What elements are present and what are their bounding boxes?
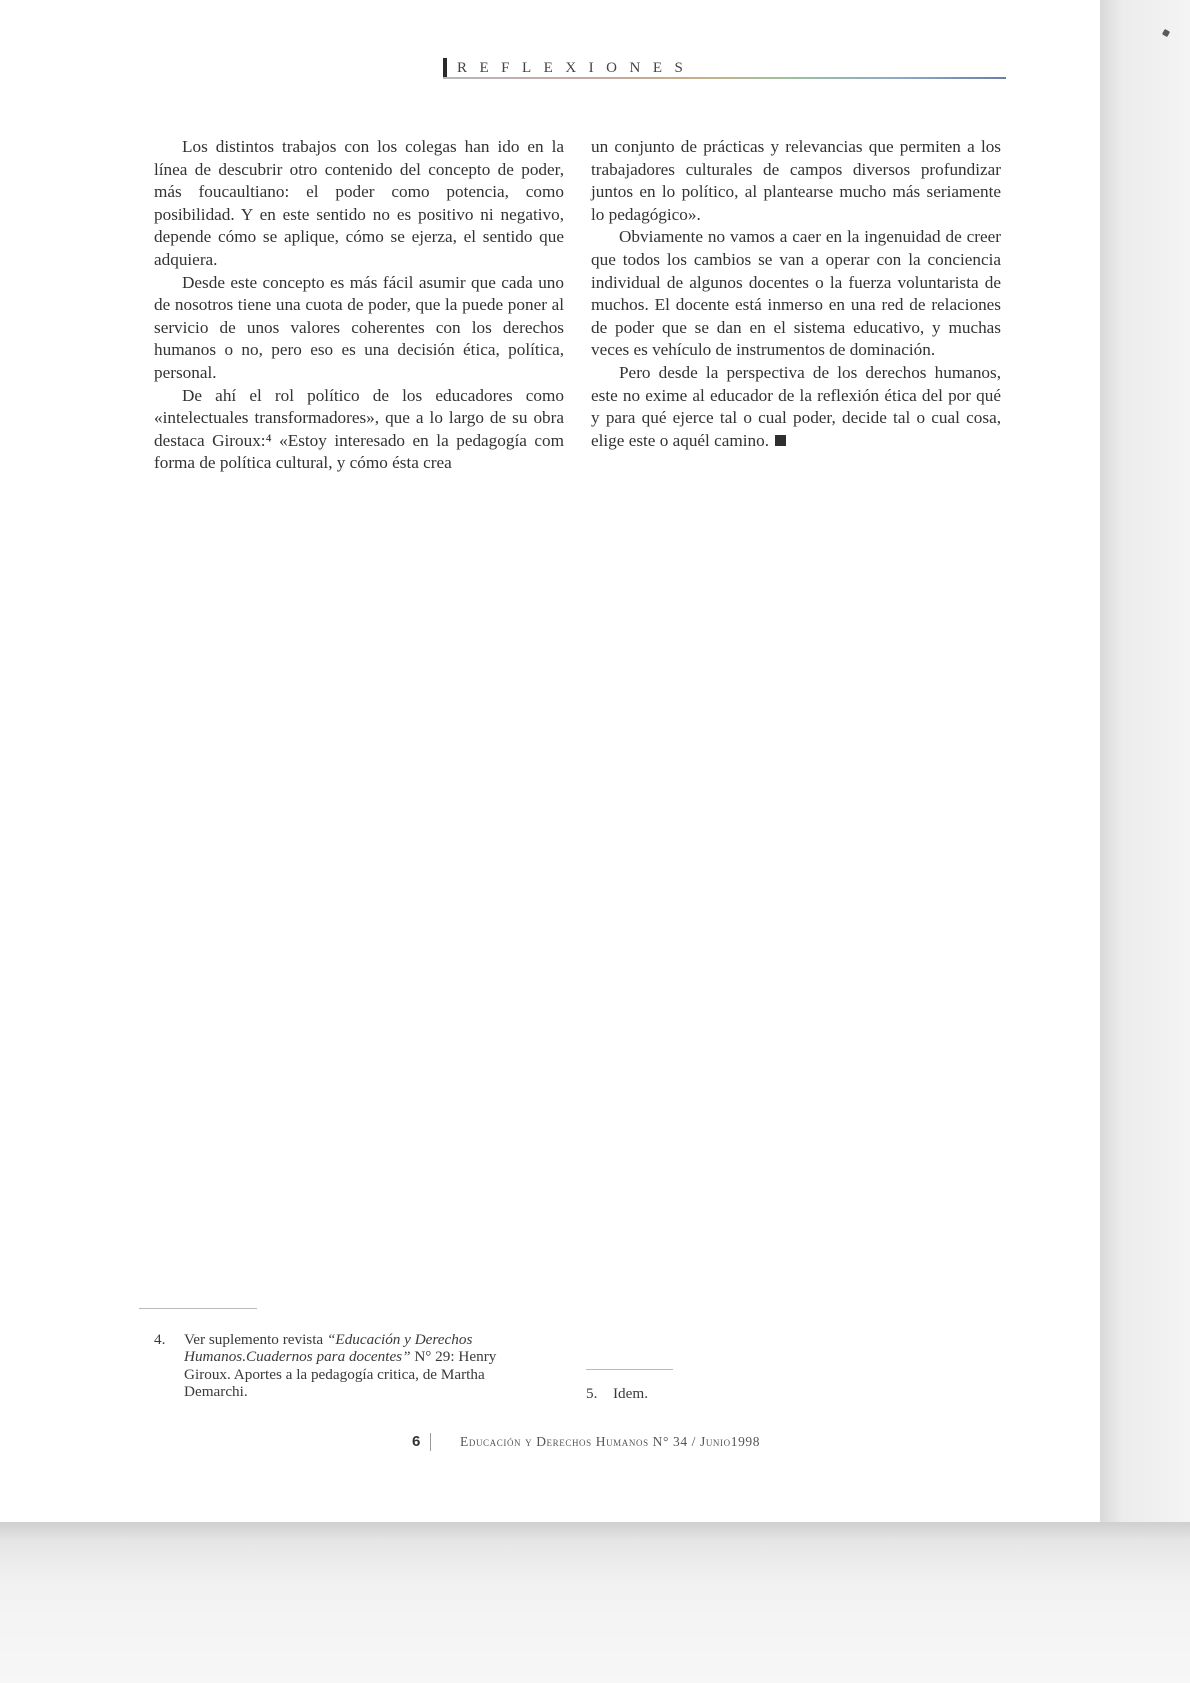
paragraph: Los distintos trabajos con los colegas han ido en la línea de descubrir otro contenido del concepto de poder, más foucaultiano: el poder como potencia, como posibilidad. Y en este sentido no es positivo ni negativo, depende cómo se aplique, cómo se ejerza, el sentido que adquiera. bbox=[154, 137, 564, 269]
running-header bbox=[443, 58, 1006, 82]
scan-shadow-bottom bbox=[0, 1522, 1190, 1683]
footnote-text-part: N° 29: Henry Giroux. Aportes a la pedagogía critica, de Martha Demarchi. bbox=[184, 1348, 497, 1401]
scan-shadow-right bbox=[1100, 0, 1190, 1522]
page-footer bbox=[412, 1432, 872, 1454]
paragraph: De ahí el rol político de los educadores como «intelectuales transformadores», que a lo largo de su obra destaca Giroux:⁴ «Estoy interesado en la pedagogía com forma de política cultural, y cómo ésta crea bbox=[154, 385, 564, 473]
paragraph: Desde este concepto es más fácil asumir que cada uno de nosotros tiene una cuota de poder, que la puede poner al servicio de unos valores coherentes con los derechos humanos o no, pero eso es una decisión ética, política, personal. bbox=[154, 272, 564, 382]
footnote-text: Idem. bbox=[613, 1385, 649, 1402]
footnote-text bbox=[184, 1331, 544, 1401]
end-of-article-square-icon bbox=[775, 435, 786, 446]
footnote-number: 5. bbox=[586, 1385, 598, 1402]
footnote-title-italic: “Educación y Derechos Humanos.Cuadernos para docentes” bbox=[184, 1331, 473, 1366]
footnote-rule bbox=[586, 1369, 673, 1370]
text-column-left bbox=[154, 136, 564, 475]
paragraph-text: Pero desde la perspectiva de los derechos humanos, este no exime al educador de la reflexión ética del por qué y para qué ejerce tal o cual poder, decide tal o cual cosa, elige este o aquél camino. bbox=[591, 362, 1001, 450]
paragraph: Obviamente no vamos a caer en la ingenuidad de creer que todos los cambios se van a operar con la conciencia individual de algunos docentes o la fuerza voluntarista de muchos. El docente está inmerso en una red de relaciones de poder que se dan en el sistema educativo, y muchas veces es vehículo de instrumentos de dominación. bbox=[591, 227, 1001, 360]
publication-line: Educación y Derechos Humanos N° 34 / Junio1998 bbox=[460, 1434, 761, 1449]
text-column-right bbox=[591, 136, 1001, 452]
paragraph-last bbox=[591, 362, 1001, 452]
header-rule bbox=[443, 77, 1006, 79]
page-number: 6 bbox=[412, 1433, 421, 1450]
section-title: REFLEXIONES bbox=[457, 60, 696, 76]
paragraph-continuation: un conjunto de prácticas y relevancias que permiten a los trabajadores culturales de campos diversos profundizar juntos en lo político, al plantearse mucho más seriamente lo pedagógico». bbox=[591, 137, 1001, 224]
footnote-rule bbox=[139, 1308, 257, 1309]
footnote-text-part: Ver suplemento revista bbox=[184, 1331, 327, 1348]
footer-divider bbox=[430, 1433, 431, 1451]
footnote-number: 4. bbox=[154, 1331, 166, 1348]
header-bar bbox=[443, 58, 447, 78]
